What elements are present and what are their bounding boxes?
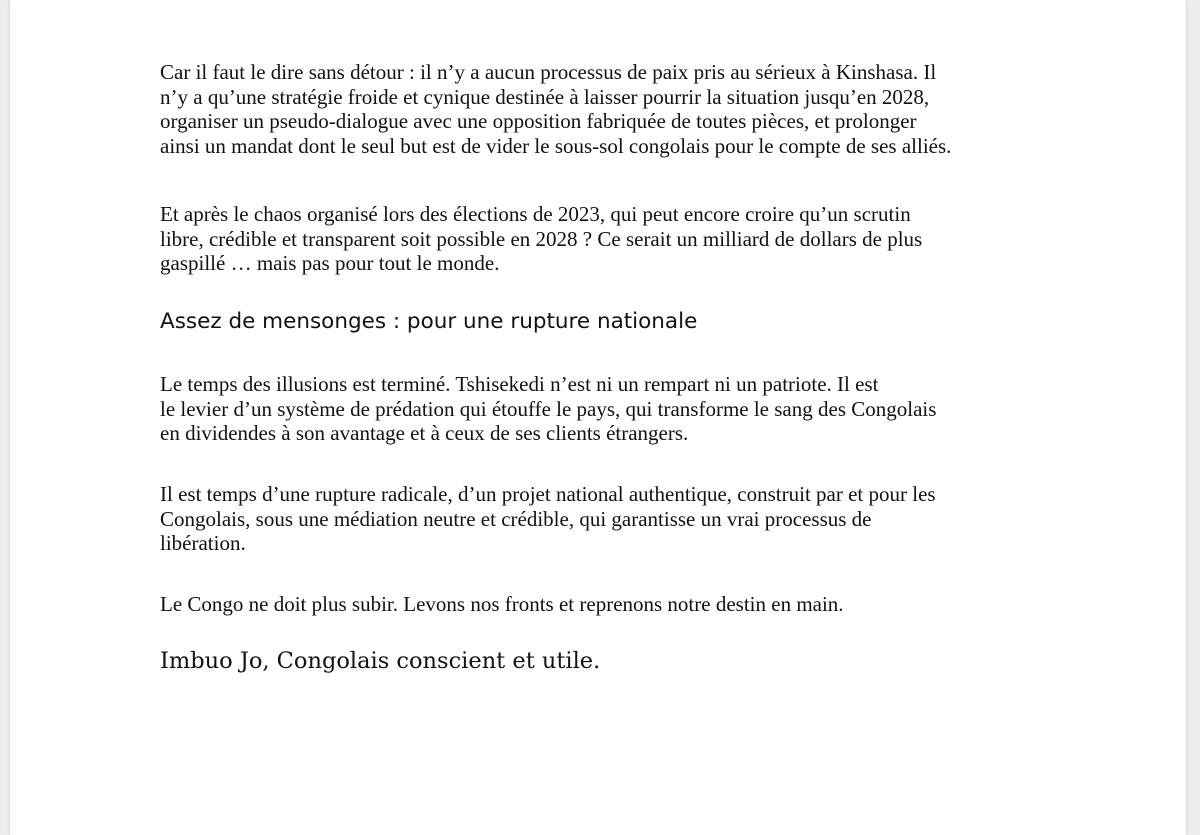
section-heading: Assez de mensonges : pour une rupture nationale [160,309,698,334]
paragraph-3-line: en dividendes à son avantage et à ceux de ses clients étrangers. [160,421,689,445]
paragraph-2-line: gaspillé … mais pas pour tout le monde. [160,251,500,275]
paragraph-3-line: Le temps des illusions est terminé. Tshisekedi n’est ni un rempart ni un patriote. Il est [160,372,879,396]
paragraph-4-line: libération. [160,531,246,555]
paragraph-5 [160,592,844,617]
paragraph-5-line: Le Congo ne doit plus subir. Levons nos fronts et reprenons notre destin en main. [160,592,844,616]
paragraph-1-line: organiser un pseudo-dialogue avec une opposition fabriquée de toutes pièces, et prolonger [160,109,917,133]
paragraph-4-line: Congolais, sous une médiation neutre et crédible, qui garantisse un vrai processus de [160,506,872,531]
paragraph-1-line: n’y a qu’une stratégie froide et cynique destinée à laisser pourrir la situation jusqu’en 2028, [160,84,930,109]
paragraph-2-line: Et après le chaos organisé lors des élections de 2023, qui peut encore croire qu’un scrutin [160,202,911,226]
paragraph-1 [160,60,951,158]
paragraph-3-line: le levier d’un système de prédation qui étouffe le pays, qui transforme le sang des Congolais [160,396,937,421]
paragraph-3 [160,372,936,446]
document-page [10,0,1186,835]
paragraph-2 [160,202,922,276]
signature: Imbuo Jo, Congolais conscient et utile. [160,648,601,674]
paragraph-1-line: ainsi un mandat dont le seul but est de vider le sous-sol congolais pour le compte de ses alliés. [160,133,952,158]
paragraph-4 [160,482,936,556]
paragraph-4-line: Il est temps d’une rupture radicale, d’un projet national authentique, construit par et pour les [160,482,936,506]
paragraph-2-line: libre, crédible et transparent soit possible en 2028 ? Ce serait un milliard de dollars de plus [160,226,923,251]
paragraph-1-line: Car il faut le dire sans détour : il n’y a aucun processus de paix pris au sérieux à Kinshasa. Il [160,60,937,84]
